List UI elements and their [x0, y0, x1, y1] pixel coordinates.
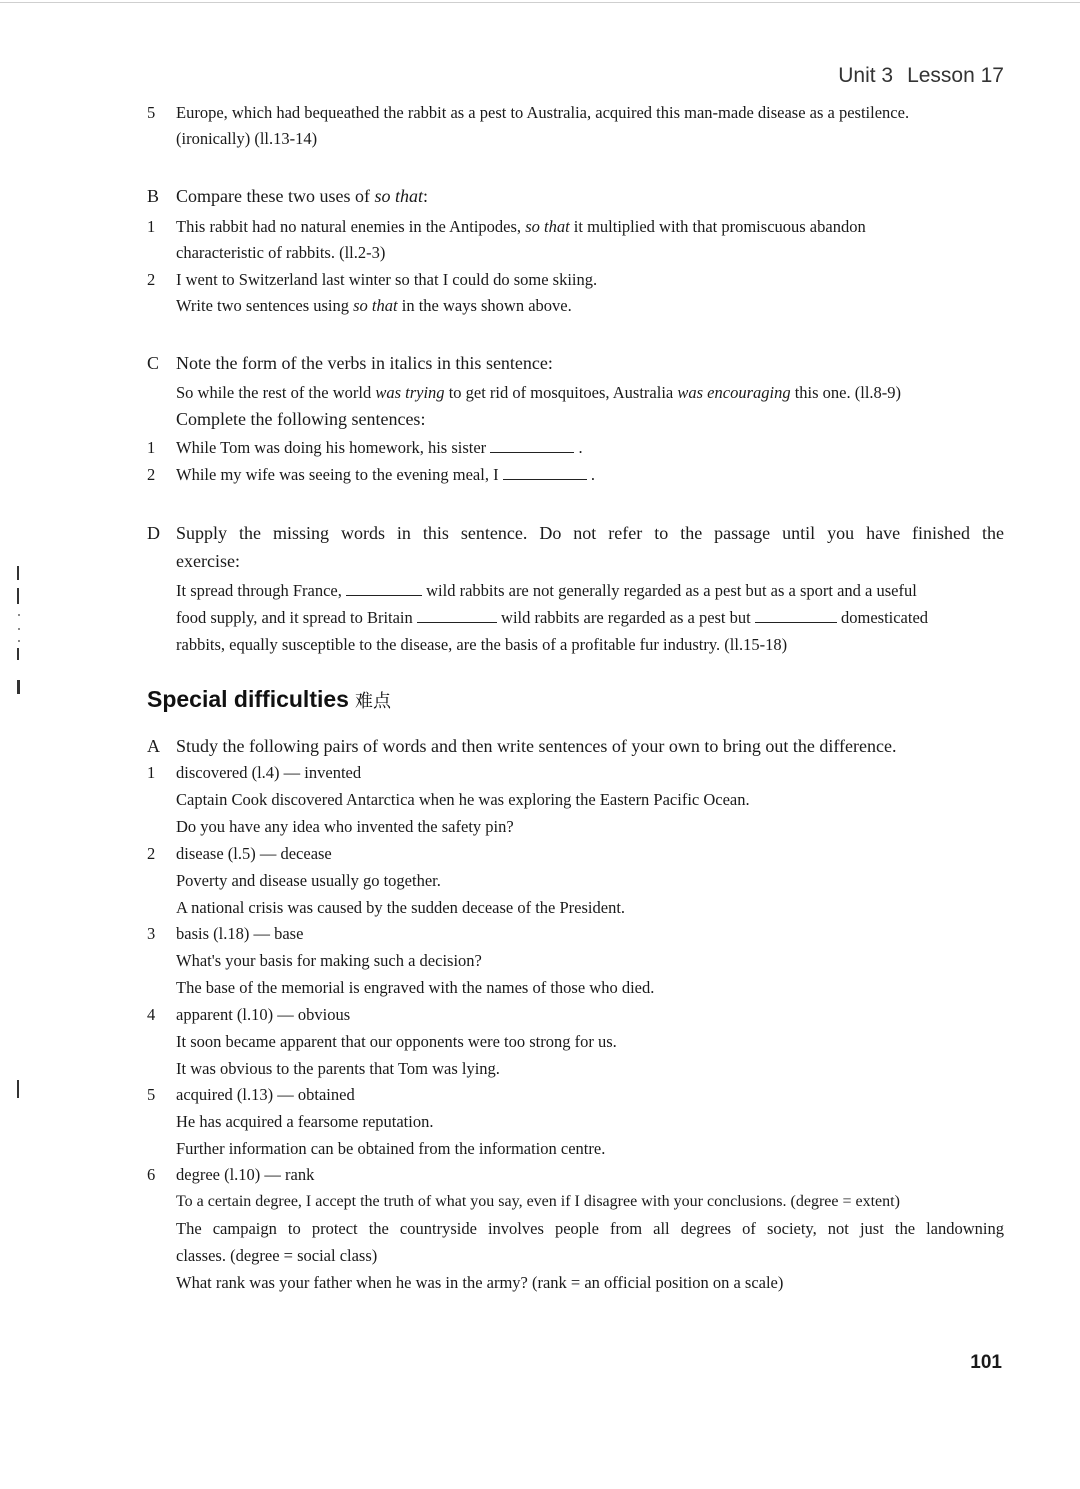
- item-text-line: While Tom was doing his homework, his sister .: [176, 438, 583, 457]
- answer-blank[interactable]: [503, 465, 587, 480]
- section-title: Compare these two uses of so that:: [176, 186, 428, 206]
- margin-mark: [17, 588, 19, 604]
- section-title: exercise:: [176, 551, 240, 571]
- exercise-line: It spread through France, wild rabbits are not generally regarded as a pest but as a sport and a useful: [176, 581, 917, 600]
- example-sentence: A national crisis was caused by the sudden decease of the President.: [176, 898, 626, 917]
- item-text-line: Europe, which had bequeathed the rabbit as a pest to Australia, acquired this man-made disease as a pestilence.: [176, 103, 910, 122]
- example-sentence: What's your basis for making such a decision?: [176, 951, 482, 970]
- item-text-line: While my wife was seeing to the evening meal, I .: [176, 465, 595, 484]
- example-sentence: The campaign to protect the countryside involves people from all degrees of society, not just the landowning: [176, 1219, 1004, 1238]
- margin-dot: [18, 640, 20, 642]
- example-sentence: What rank was your father when he was in the army? (rank = an official position on a scale): [176, 1273, 784, 1292]
- margin-mark: [17, 1080, 19, 1098]
- page-number: 101: [970, 1352, 1002, 1373]
- section-letter: B: [147, 186, 160, 206]
- margin-mark: [17, 566, 19, 580]
- word-pair-head: disease (l.5) — decease: [176, 844, 332, 863]
- word-pair-head: acquired (l.13) — obtained: [176, 1085, 355, 1104]
- word-pair-head: apparent (l.10) — obvious: [176, 1005, 351, 1024]
- item-number: 5: [147, 1085, 156, 1104]
- item-number: 2: [147, 465, 156, 484]
- word-pair-head: discovered (l.4) — invented: [176, 763, 362, 782]
- item-text-line: I went to Switzerland last winter so that I could do some skiing.: [176, 270, 598, 289]
- item-number: 1: [147, 438, 156, 457]
- lesson-label: Lesson 17: [907, 64, 1004, 87]
- item-number: 4: [147, 1005, 156, 1024]
- item-number: 2: [147, 844, 156, 863]
- section-title: Note the form of the verbs in italics in this sentence:: [176, 353, 553, 373]
- section-letter: C: [147, 353, 160, 373]
- exercise-line: food supply, and it spread to Britain wild rabbits are regarded as a pest but domesticated: [176, 608, 929, 627]
- section-letter: A: [147, 736, 160, 756]
- running-header: [838, 64, 1004, 88]
- example-sentence: So while the rest of the world was trying to get rid of mosquitoes, Australia was encouraging this one. (ll.8-9): [176, 383, 902, 402]
- example-sentence: Do you have any idea who invented the safety pin?: [176, 817, 514, 836]
- example-sentence: Further information can be obtained from the information centre.: [176, 1139, 606, 1158]
- margin-mark: [17, 648, 19, 660]
- answer-blank[interactable]: [755, 608, 837, 623]
- example-sentence: He has acquired a fearsome reputation.: [176, 1112, 434, 1131]
- item-number: 1: [147, 763, 156, 782]
- example-sentence: To a certain degree, I accept the truth of what you say, even if I disagree with your conclusions. (degree = extent): [176, 1193, 900, 1210]
- answer-blank[interactable]: [417, 608, 497, 623]
- item-text-line: characteristic of rabbits. (ll.2-3): [176, 243, 386, 262]
- example-sentence: The base of the memorial is engraved with the names of those who died.: [176, 978, 655, 997]
- example-sentence: It soon became apparent that our opponents were too strong for us.: [176, 1032, 617, 1051]
- example-sentence: Poverty and disease usually go together.: [176, 871, 441, 890]
- instruction-line: Complete the following sentences:: [176, 409, 426, 429]
- instruction-line: Write two sentences using so that in the ways shown above.: [176, 296, 572, 315]
- item-text-line: (ironically) (ll.13-14): [176, 129, 318, 148]
- section-letter: D: [147, 523, 160, 543]
- answer-blank[interactable]: [346, 581, 422, 596]
- section-title: Supply the missing words in this sentence. Do not refer to the passage until you have finished the: [176, 523, 1004, 543]
- margin-dot: [18, 614, 20, 616]
- example-sentence: Captain Cook discovered Antarctica when he was exploring the Eastern Pacific Ocean.: [176, 790, 750, 809]
- item-number: 1: [147, 217, 156, 236]
- section-heading: Special difficulties 难点: [147, 686, 391, 712]
- margin-mark: [17, 680, 20, 694]
- word-pair-head: degree (l.10) — rank: [176, 1165, 315, 1184]
- example-sentence: It was obvious to the parents that Tom was lying.: [176, 1059, 500, 1078]
- section-heading-chinese: 难点: [354, 691, 391, 711]
- word-pair-head: basis (l.18) — base: [176, 924, 304, 943]
- item-number: 3: [147, 924, 156, 943]
- item-number: 2: [147, 270, 156, 289]
- instruction-line: Study the following pairs of words and then write sentences of your own to bring out the difference.: [176, 736, 897, 756]
- item-number: 5: [147, 103, 156, 122]
- margin-dot: [18, 628, 20, 630]
- item-number: 6: [147, 1165, 156, 1184]
- item-text-line: This rabbit had no natural enemies in the Antipodes, so that it multiplied with that promiscuous abandon: [176, 217, 866, 236]
- answer-blank[interactable]: [490, 438, 574, 453]
- top-border: [0, 2, 1080, 3]
- unit-label: Unit 3: [838, 64, 894, 87]
- exercise-line: rabbits, equally susceptible to the disease, are the basis of a profitable fur industry. (ll.15-18): [176, 635, 788, 654]
- example-sentence: classes. (degree = social class): [176, 1246, 378, 1265]
